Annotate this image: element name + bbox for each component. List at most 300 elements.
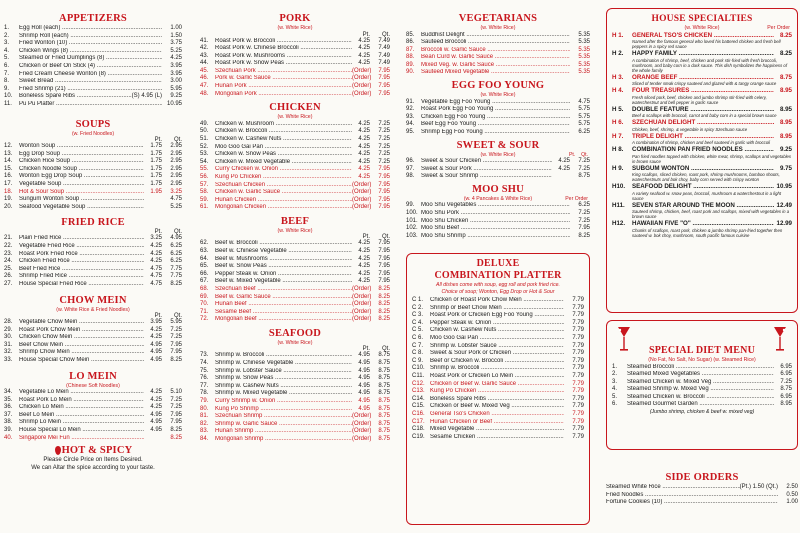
item-name: Hot & Sour Soup ..... — [19, 189, 144, 197]
item-name: Sweet & Sour Chicken ..... — [421, 158, 552, 166]
menu-item — [200, 45, 390, 53]
item-number: 34. — [4, 389, 13, 396]
soups-subtitle: (w. Fried Noodles) — [71, 130, 115, 137]
item-price-large: 8.75 — [378, 352, 390, 359]
item-name: SUBGUM WONTON ..... — [632, 165, 774, 173]
item-price-large: 5.25 — [170, 47, 182, 54]
menu-item — [200, 166, 390, 174]
item-price-small: 1.75 — [150, 150, 162, 157]
chili-pepper-icon — [55, 446, 61, 455]
item-price-small: 4.75 — [150, 280, 162, 287]
item-number: C 5. — [412, 327, 424, 334]
item-number: H 1. — [612, 31, 624, 39]
item-price-large: 5.95 — [170, 85, 182, 92]
item-price: 8.25 — [779, 31, 792, 39]
combo-title-1: DELUXE — [476, 258, 520, 269]
special-diet-title: SPECIAL DIET MENU — [648, 345, 756, 356]
item-number: 45. — [200, 67, 209, 74]
item-price-small: 4.95 — [358, 360, 370, 366]
menu-item — [412, 358, 584, 366]
item-number: 62. — [200, 240, 209, 247]
item-price-large: 7.25 — [170, 326, 182, 333]
item-price-small: (Order) — [352, 83, 372, 90]
soups-pt-label: Pt. — [154, 137, 162, 144]
item-name: Vegetable Egg Foo Young ..... — [421, 99, 570, 107]
item-number: 22. — [4, 242, 13, 249]
item-number: H 9. — [612, 164, 624, 172]
item-price-large: 5.10 — [170, 389, 182, 396]
menu-item — [200, 240, 390, 248]
menu-item — [4, 389, 182, 397]
item-number: 72. — [200, 316, 209, 323]
item-name: Shrimp w. Lobster Sauce ..... — [215, 368, 352, 376]
vegetarians-list — [406, 32, 590, 78]
item-number: C12. — [412, 380, 425, 387]
item-name: Shrimp Roll (each) ..... — [19, 33, 162, 41]
item-price: 6.25 — [578, 128, 590, 135]
item-number: 52. — [200, 143, 209, 150]
item-name: Chicken w. Cashew Nuts ..... — [215, 136, 352, 144]
item-price: 7.79 — [572, 372, 584, 379]
menu-item — [412, 419, 584, 427]
item-price: 10.95 — [776, 183, 792, 190]
special-diet-note: (Jumbo shrimp, chicken & beef w. mixed veg) — [649, 409, 755, 416]
menu-item — [4, 327, 182, 335]
item-price-large: 7.95 — [378, 90, 390, 97]
menu-item — [4, 93, 182, 101]
menu-item — [4, 281, 182, 289]
item-price: 9.25 — [779, 146, 792, 153]
item-price: 7.79 — [572, 312, 584, 319]
chow-mein-pt-label: Pt. — [154, 313, 162, 320]
special-diet-subtitle: (No Fat, No Salt, No Sugar) (w. Steamed Rice) — [648, 357, 756, 363]
menu-item — [4, 196, 182, 204]
item-number: 80. — [200, 405, 209, 412]
house-specialty-item — [612, 133, 792, 141]
menu-item — [406, 32, 590, 40]
item-price-large: 8.75 — [378, 420, 390, 427]
item-price: 5.35 — [578, 69, 590, 76]
item-name: House Special Chow Mein ..... — [19, 357, 144, 365]
item-price-small: 4.25 — [358, 166, 370, 173]
chow-mein-title: CHOW MEIN — [59, 294, 127, 306]
house-specialty-item — [612, 183, 792, 191]
beef-list — [200, 240, 390, 324]
menu-item — [412, 381, 584, 389]
item-price-large: 10.95 — [166, 100, 182, 107]
sweet-sour-qt-label: Qt. — [581, 151, 588, 158]
item-name: Chicken Fried Rice ..... — [19, 258, 144, 266]
item-description: Fresh sliced pork, beef, chicken and jumbo shrimp stir-fried with celery, waterchestnut and bell pepper in garlic sauce — [632, 94, 767, 105]
hot-spicy-line1: Please Circle Price on Items Desired. — [43, 457, 143, 464]
menu-item — [412, 350, 584, 358]
item-number: 67. — [200, 278, 209, 285]
egg-foo-young-section — [406, 80, 590, 136]
item-price-small: (Order) — [352, 420, 372, 427]
item-number: H 4. — [612, 87, 624, 94]
item-number: H10. — [612, 183, 626, 190]
item-number: C16. — [412, 410, 425, 417]
menu-item — [4, 63, 182, 71]
menu-item — [200, 83, 390, 91]
item-price: 12.99 — [776, 220, 792, 227]
menu-item — [4, 266, 182, 274]
menu-item — [4, 40, 182, 48]
item-name: Moo Shu Vegetables ..... — [421, 202, 570, 210]
item-name: Roast Pork or Chicken Egg Foo Young ..... — [430, 312, 564, 320]
item-name: Chicken w. Snow Peas ..... — [215, 151, 352, 159]
item-name: Roast Pork Chow Mein ..... — [19, 327, 144, 335]
item-price: 7.79 — [572, 410, 584, 417]
menu-item — [200, 75, 390, 83]
menu-item — [406, 218, 590, 226]
egg-foo-young-title: EGG FOO YOUNG — [451, 80, 545, 92]
item-number: 99. — [406, 202, 415, 209]
item-price: 5.75 — [578, 106, 590, 113]
menu-item — [200, 197, 390, 205]
item-number: 6. — [612, 401, 618, 408]
item-number: 30. — [4, 334, 13, 341]
item-price: 5.75 — [578, 121, 590, 128]
item-number: C13. — [412, 388, 425, 395]
item-price-large: 3.00 — [170, 78, 182, 85]
beef-section — [200, 216, 390, 324]
item-number: 84. — [200, 435, 209, 442]
item-number: 16. — [4, 173, 13, 180]
item-description: Chunks of scallops, roast pork, chicken & jumbo shrimp pan-fried together then sauteed w. bok choy, mushroom, south pacific famous cuisine — [632, 227, 783, 238]
item-price-small: 4.95 — [150, 427, 162, 434]
menu-item — [200, 256, 390, 264]
item-name: Shrimp w. Mixed Vegetable ..... — [215, 390, 352, 398]
menu-item — [4, 435, 182, 443]
item-price-large: 2.95 — [170, 143, 182, 150]
item-number: 85. — [406, 31, 415, 38]
item-number: 26. — [4, 273, 13, 280]
item-price-small: (Order) — [352, 413, 372, 420]
item-price-large: 7.95 — [378, 204, 390, 211]
item-name: Roast Pork w. Broccoli ..... — [215, 38, 352, 46]
item-number: 64. — [200, 255, 209, 262]
item-price-small: 1.75 — [150, 158, 162, 165]
item-number: 4. — [4, 47, 10, 54]
menu-item — [4, 71, 182, 79]
item-price-large: 8.25 — [378, 316, 390, 323]
item-price: 7.79 — [572, 403, 584, 410]
menu-item — [406, 225, 590, 233]
item-description: Sliced of tender steak crispy sauteed and glazed with & tangy orange sauce — [632, 81, 777, 86]
appetizers-list — [4, 25, 182, 109]
menu-item — [412, 297, 584, 305]
menu-item — [612, 364, 792, 372]
item-price-small: 4.95 — [358, 367, 370, 374]
item-name: COMBINATION PAN FRIED NOODLES ..... — [632, 146, 774, 154]
item-number: 82. — [200, 420, 209, 427]
item-name: Shrimp or Beef Chow Mein ..... — [430, 305, 564, 313]
item-name: Wonton Soup ..... — [19, 143, 144, 151]
item-name: Pepper Steak w. Onion ..... — [430, 320, 564, 328]
menu-item — [200, 309, 390, 317]
menu-item — [406, 210, 590, 218]
item-number: 3. — [4, 40, 10, 47]
item-name: Roast Pork w. Chinese Broccoli ..... — [215, 45, 352, 53]
item-price-large: 5.25 — [170, 203, 182, 210]
item-price: 8.75 — [780, 386, 792, 393]
item-number: C17. — [412, 418, 425, 425]
item-name: Roast Pork Fried Rice ..... — [19, 251, 144, 259]
item-price: 7.79 — [572, 297, 584, 303]
item-number: 70. — [200, 301, 209, 308]
item-name: Shrimp w. Lobster Sauce ..... — [430, 343, 564, 351]
item-price-large: 3.75 — [170, 40, 182, 47]
house-specialty-item — [612, 32, 792, 40]
item-number: 51. — [200, 135, 209, 142]
item-number: C 6. — [412, 334, 424, 341]
menu-item — [200, 151, 390, 159]
item-name: Beef w. Broccoli ..... — [215, 240, 352, 248]
item-name: Egg Roll (each) ..... — [19, 25, 162, 33]
pork-subtitle: (w. White Rice) — [277, 25, 313, 31]
moo-shu-section — [406, 184, 590, 240]
item-name: Moo Shu Chicken ..... — [421, 218, 570, 226]
item-name: Shrimp w. Garlic Sauce ..... — [215, 421, 352, 429]
item-number: 103. — [406, 232, 418, 239]
item-price-large: 8.25 — [170, 280, 182, 287]
item-name: ORANGE BEEF ..... — [632, 74, 774, 82]
menu-item — [200, 383, 390, 391]
menu-item — [406, 173, 590, 181]
side-orders-title: SIDE ORDERS — [665, 472, 739, 483]
item-number: 88. — [406, 54, 415, 61]
item-name: Mixed Vegetable ..... — [430, 426, 564, 434]
item-price-large: 2.95 — [170, 158, 182, 165]
item-price-large: 7.25 — [378, 135, 390, 142]
item-number: 66. — [200, 270, 209, 277]
menu-item — [412, 411, 584, 419]
item-name: Beef w. Garlic Sauce ..... — [215, 294, 352, 302]
item-name: Chicken or Roast Pork Chow Mein ..... — [430, 297, 564, 305]
item-number: 57. — [200, 181, 209, 188]
house-specialty-item — [612, 87, 792, 95]
sweet-sour-subtitle: (w. White Rice) — [480, 151, 516, 158]
item-name: Chicken w. Mixed Vegetable ..... — [215, 159, 352, 167]
item-name: Mixed Veg. w. Garlic Sauce ..... — [421, 62, 570, 70]
item-number: 13. — [4, 150, 13, 157]
item-number: 15. — [4, 165, 13, 172]
item-name: Pork w. Garlic Sauce ..... — [215, 75, 352, 83]
menu-item — [406, 62, 590, 70]
item-name: Shrimp Fried Rice ..... — [19, 273, 144, 281]
menu-item — [4, 55, 182, 63]
item-price-small: 4.25 — [558, 158, 570, 165]
fried-rice-qt-label: Qt. — [173, 229, 182, 236]
item-number: 58. — [200, 189, 209, 196]
house-specialty-item — [612, 202, 792, 210]
item-name: Fried Shrimp (21) ..... — [19, 86, 162, 94]
item-price-small: 4.95 — [150, 341, 162, 348]
menu-item — [200, 189, 390, 197]
special-diet-list — [612, 364, 792, 410]
pork-pt-label: Pt. — [362, 31, 370, 38]
soups-section — [4, 119, 182, 212]
item-name: Pepper Steak w. Onion ..... — [215, 271, 352, 279]
side-orders-list — [606, 484, 798, 507]
item-price-small: 4.25 — [358, 240, 370, 247]
item-price-large: 8.25 — [378, 301, 390, 308]
menu-item — [4, 78, 182, 86]
item-number: 90. — [406, 69, 415, 76]
combo-note-2: Choice of soup; Wonton, Egg Drop or Hot & Sour — [441, 288, 555, 295]
item-price-small: 4.25 — [358, 270, 370, 277]
menu-item — [200, 390, 390, 398]
item-price: 8.95 — [779, 119, 792, 126]
item-price-small: 4.25 — [150, 258, 162, 265]
item-name: Steamed Gourmet Garden ..... — [627, 401, 774, 409]
item-name: Hunan Chicken or Beef ..... — [430, 419, 564, 427]
seafood-pt-label: Pt. — [362, 346, 370, 353]
menu-item — [200, 301, 390, 309]
item-price-large: 8.25 — [378, 285, 390, 292]
item-price-small: (Order) — [352, 293, 372, 300]
item-price-large: 8.25 — [170, 357, 182, 363]
item-number: C18. — [412, 426, 425, 433]
item-name: Roast Pork or Chicken Lo Mein ..... — [430, 373, 564, 381]
item-price: 7.79 — [572, 388, 584, 395]
item-price-large: 8.25 — [170, 434, 182, 441]
item-number: 43. — [200, 52, 209, 59]
chicken-list — [200, 121, 390, 212]
menu-item — [4, 101, 182, 109]
menu-item — [4, 334, 182, 342]
item-number: 47. — [200, 83, 209, 90]
item-price: 7.79 — [572, 380, 584, 387]
sweet-sour-list — [406, 158, 590, 181]
item-name: Shrimp Lo Mein ..... — [19, 419, 144, 427]
item-price-large: 7.25 — [378, 158, 390, 165]
chow-mein-qt-label: Qt. — [173, 313, 182, 320]
item-name: Chicken Egg Foo Young ..... — [421, 114, 570, 122]
item-number: 42. — [200, 45, 209, 52]
item-price-small — [552, 173, 570, 181]
item-number: 29. — [4, 326, 13, 333]
menu-item — [4, 204, 182, 212]
item-name: Sauteed Broccoli ..... — [421, 39, 570, 47]
combo-list — [412, 297, 584, 441]
item-name: Steamed White Rice ..... — [606, 484, 740, 492]
item-price: 5.35 — [578, 31, 590, 38]
moo-shu-per-order: Per Order — [565, 195, 588, 202]
item-name: Steamed Mixed Vegetables ..... — [627, 371, 774, 379]
item-number: 14. — [4, 158, 13, 165]
item-number: 87. — [406, 46, 415, 53]
moo-shu-list — [406, 202, 590, 240]
item-price-small: 4.25 — [558, 165, 570, 172]
item-number: C 4. — [412, 319, 424, 326]
item-price-large: 7.25 — [170, 396, 182, 403]
item-number: 75. — [200, 367, 209, 374]
item-name: Vegetable Chow Mein ..... — [19, 319, 144, 327]
menu-item — [4, 33, 182, 41]
menu-item — [406, 39, 590, 47]
menu-item — [4, 189, 182, 197]
item-price-large: 7.95 — [378, 166, 390, 173]
item-name: GENERAL TSO'S CHICKEN ..... — [632, 32, 774, 40]
item-name: Sweet & Sour Shrimp ..... — [421, 173, 552, 181]
item-price-large: 7.95 — [378, 181, 390, 188]
item-price-small: 4.25 — [150, 404, 162, 411]
item-name: Beef w. Mushrooms ..... — [215, 256, 352, 264]
item-number: 102. — [406, 225, 418, 232]
side-order-item — [606, 484, 798, 492]
menu-item — [412, 434, 584, 442]
item-price-large: 2.95 — [170, 150, 182, 157]
item-description: King scallops, sliced chicken, roast pork, shrimp mushrooms, bamboo shoots, waterchestnuts and bok choy, baby corn served with crispy wonton — [632, 172, 780, 182]
beef-subtitle: (w. White Rice) — [277, 227, 313, 234]
item-number: 46. — [200, 75, 209, 82]
item-price: 7.95 — [578, 225, 590, 232]
item-number: H 6. — [612, 119, 624, 126]
item-price-small: (Order) — [352, 301, 372, 308]
item-number: C11. — [412, 372, 425, 379]
pork-section — [200, 13, 390, 98]
menu-item — [406, 129, 590, 137]
column-2 — [200, 0, 390, 533]
item-number: C 3. — [412, 312, 424, 319]
item-number: 7. — [4, 70, 10, 77]
item-price-small: (S) 4.95 (L) — [131, 93, 162, 100]
item-price-small: 1.75 — [150, 173, 162, 180]
item-name: Kung Po Chicken ..... — [430, 388, 564, 396]
item-price: 5.35 — [578, 54, 590, 61]
item-price-large: 7.95 — [378, 278, 390, 285]
menu-item — [4, 319, 182, 327]
item-name: Sweet & Sour Pork ..... — [421, 166, 552, 174]
item-price-large: 7.25 — [378, 143, 390, 150]
item-price: 7.79 — [572, 365, 584, 372]
item-price: 5.35 — [578, 39, 590, 46]
item-price-small: (Order) — [352, 189, 372, 196]
soups-title: SOUPS — [75, 118, 111, 130]
item-price: 7.79 — [572, 327, 584, 334]
item-price-large: 7.95 — [378, 255, 390, 262]
item-number: 40. — [4, 434, 13, 441]
item-number: 24. — [4, 258, 13, 265]
menu-item — [406, 114, 590, 122]
seafood-qt-label: Qt. — [381, 346, 390, 353]
item-name: HAWAIIAN FIVE "O" ..... — [632, 220, 774, 228]
menu-item — [406, 69, 590, 77]
item-price-large: 8.75 — [378, 397, 390, 404]
menu-item — [406, 47, 590, 55]
menu-item — [4, 158, 182, 166]
item-number: 65. — [200, 263, 209, 270]
moo-shu-subtitle: (w. 4 Pancakes & White Rice) — [463, 195, 533, 202]
item-number: 92. — [406, 106, 415, 113]
item-name: DOUBLE FEATURE ..... — [632, 106, 774, 114]
hot-spicy-line2: We can Altar the spice according to your taste. — [31, 464, 155, 471]
item-description: Chicken, beef, shrimp, & vegetable in spicy Szechuan sauce — [632, 126, 748, 132]
menu-item — [4, 48, 182, 56]
item-name: Chicken w. Broccoli ..... — [215, 128, 352, 136]
appetizers-title: APPETIZERS — [59, 13, 127, 24]
item-name: Beef w. Chinese Vegetable ..... — [215, 248, 352, 256]
menu-item — [412, 343, 584, 351]
item-price-small: 4.25 — [150, 250, 162, 257]
menu-item — [200, 352, 390, 360]
item-price-small: 4.95 — [150, 411, 162, 418]
item-number: H 7. — [612, 132, 624, 140]
item-number: C15. — [412, 403, 425, 410]
item-number: H 8. — [612, 146, 624, 153]
